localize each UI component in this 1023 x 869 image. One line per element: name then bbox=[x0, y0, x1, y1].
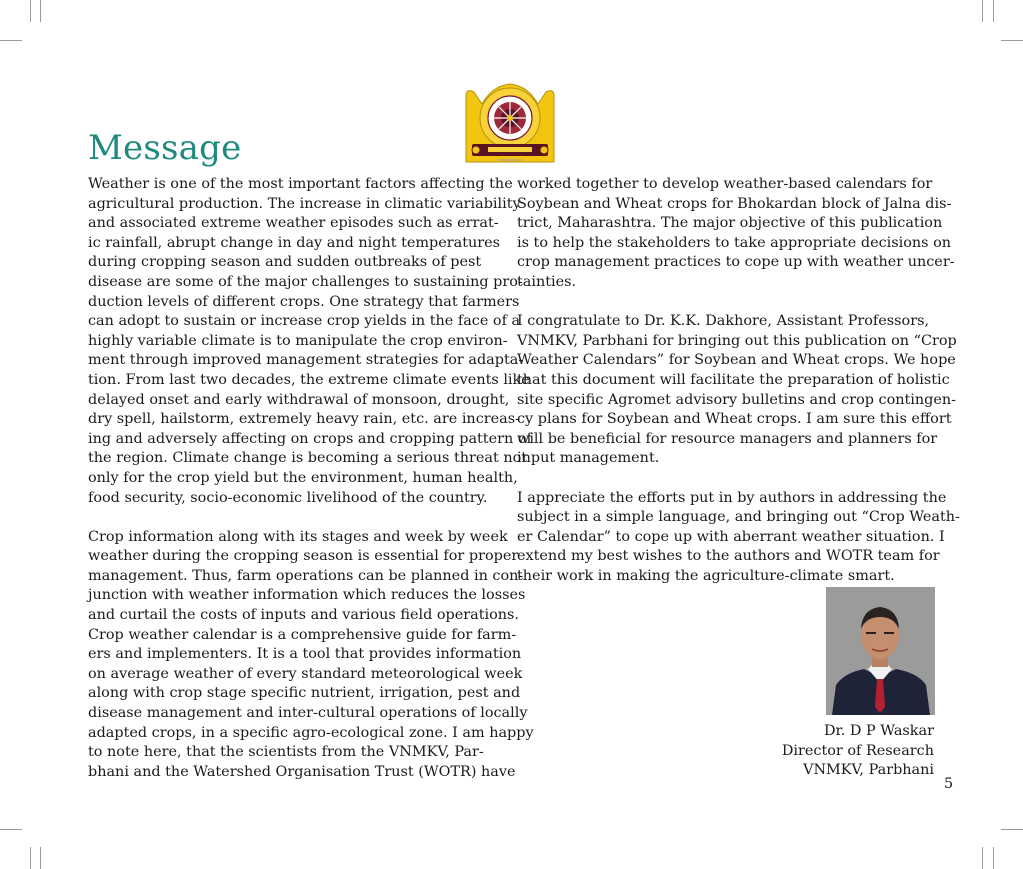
text-line: input management. bbox=[517, 450, 660, 467]
text-line: Weather is one of the most important factors affecting the bbox=[88, 176, 513, 192]
text-line: management. Thus, farm operations can be planned in con- bbox=[88, 567, 524, 584]
text-line: subject in a simple language, and bringing out “Crop Weath- bbox=[517, 509, 960, 526]
crop-mark bbox=[30, 0, 31, 22]
right-text-column bbox=[517, 175, 960, 586]
text-line: to note here, that the scientists from the VNMKV, Par- bbox=[88, 744, 484, 761]
text-line: cy plans for Soybean and Wheat crops. I am sure this effort bbox=[517, 411, 952, 428]
text-line: crop management practices to cope up with weather uncer- bbox=[517, 254, 955, 271]
text-line: tainties. bbox=[517, 273, 577, 290]
text-line: weather during the cropping season is essential for proper bbox=[88, 548, 519, 565]
text-line: Soybean and Wheat crops for Bhokardan block of Jalna dis- bbox=[517, 195, 952, 212]
text-line: worked together to develop weather-based calendars for bbox=[517, 176, 933, 192]
text-line: disease management and inter-cultural operations of locally bbox=[88, 705, 528, 722]
text-line: duction levels of different crops. One strategy that farmers bbox=[88, 293, 520, 310]
text-line: ic rainfall, abrupt change in day and night temperatures bbox=[88, 234, 501, 251]
page-title: Message bbox=[88, 128, 242, 168]
crop-mark bbox=[0, 40, 22, 41]
text-line: highly variable climate is to manipulate the crop environ- bbox=[88, 332, 508, 349]
text-line: the region. Climate change is becoming a serious threat not bbox=[88, 450, 528, 467]
text-line: Crop information along with its stages and week by week bbox=[88, 528, 508, 545]
crop-mark bbox=[982, 0, 983, 22]
crop-mark bbox=[30, 847, 31, 869]
text-line: delayed onset and early withdrawal of monsoon, drought, bbox=[88, 391, 510, 408]
text-line: VNMKV, Parbhani for bringing out this publication on “Crop bbox=[517, 332, 957, 349]
paragraph-gap bbox=[88, 508, 508, 528]
text-line: disease are some of the major challenges to sustaining pro- bbox=[88, 273, 523, 290]
page-number: 5 bbox=[944, 776, 954, 792]
text-line: Weather Calendars” for Soybean and Wheat crops. We hope bbox=[517, 352, 956, 369]
text-line: dry spell, hailstorm, extremely heavy rain, etc. are increas- bbox=[88, 411, 520, 428]
text-line: and curtail the costs of inputs and various field operations. bbox=[88, 607, 519, 624]
text-line: Crop weather calendar is a comprehensive guide for farm- bbox=[88, 626, 517, 643]
text-line: food security, socio-economic livelihood of the country. bbox=[88, 489, 488, 506]
left-text-column bbox=[88, 175, 534, 782]
text-line: is to help the stakeholders to take appropriate decisions on bbox=[517, 234, 952, 251]
text-line: their work in making the agriculture-climate smart. bbox=[517, 567, 895, 584]
text-line: junction with weather information which reduces the losses bbox=[88, 587, 526, 604]
crop-mark bbox=[40, 847, 41, 869]
text-line: that this document will facilitate the preparation of holistic bbox=[517, 371, 950, 388]
text-line: can adopt to sustain or increase crop yields in the face of a bbox=[88, 313, 521, 330]
paragraph-gap bbox=[517, 293, 937, 313]
signature-block bbox=[782, 722, 934, 781]
text-line: extend my best wishes to the authors and WOTR team for bbox=[517, 548, 940, 565]
crop-mark bbox=[993, 0, 994, 22]
text-line: er Calendar” to cope up with aberrant weather situation. I bbox=[517, 528, 945, 545]
text-line: on average weather of every standard meteorological week bbox=[88, 665, 523, 682]
signatory-organization: VNMKV, Parbhani bbox=[803, 762, 934, 779]
university-emblem-icon bbox=[462, 82, 558, 166]
text-line: trict, Maharashtra. The major objective of this publication bbox=[517, 215, 943, 232]
crop-mark bbox=[993, 847, 994, 869]
text-line: during cropping season and sudden outbreaks of pest bbox=[88, 254, 482, 271]
text-line: only for the crop yield but the environment, human health, bbox=[88, 469, 518, 486]
text-line: I congratulate to Dr. K.K. Dakhore, Assistant Professors, bbox=[517, 313, 930, 330]
crop-mark bbox=[982, 847, 983, 869]
text-line: site specific Agromet advisory bulletins and crop contingen- bbox=[517, 391, 957, 408]
signatory-name: Dr. D P Waskar bbox=[823, 723, 934, 739]
text-line: ment through improved management strategies for adapta- bbox=[88, 352, 524, 369]
crop-mark bbox=[1001, 40, 1023, 41]
crop-mark bbox=[1001, 829, 1023, 830]
crop-mark bbox=[40, 0, 41, 22]
signatory-designation: Director of Research bbox=[781, 742, 934, 759]
paragraph-gap bbox=[517, 469, 937, 489]
crop-mark bbox=[0, 829, 22, 830]
text-line: and associated extreme weather episodes such as errat- bbox=[88, 215, 499, 232]
text-line: bhani and the Watershed Organisation Trust (WOTR) have bbox=[88, 763, 516, 780]
text-line: adapted crops, in a specific agro-ecological zone. I am happy bbox=[88, 724, 534, 741]
text-line: tion. From last two decades, the extreme climate events like bbox=[88, 371, 530, 388]
text-line: ing and adversely affecting on crops and cropping pattern of bbox=[88, 430, 532, 447]
text-line: agricultural production. The increase in climatic variability bbox=[88, 195, 521, 212]
portrait-photo bbox=[826, 587, 935, 715]
text-line: I appreciate the efforts put in by authors in addressing the bbox=[517, 489, 947, 506]
text-line: along with crop stage specific nutrient, irrigation, pest and bbox=[88, 685, 521, 702]
text-line: will be beneficial for resource managers and planners for bbox=[517, 430, 938, 447]
text-line: ers and implementers. It is a tool that provides information bbox=[88, 646, 522, 663]
